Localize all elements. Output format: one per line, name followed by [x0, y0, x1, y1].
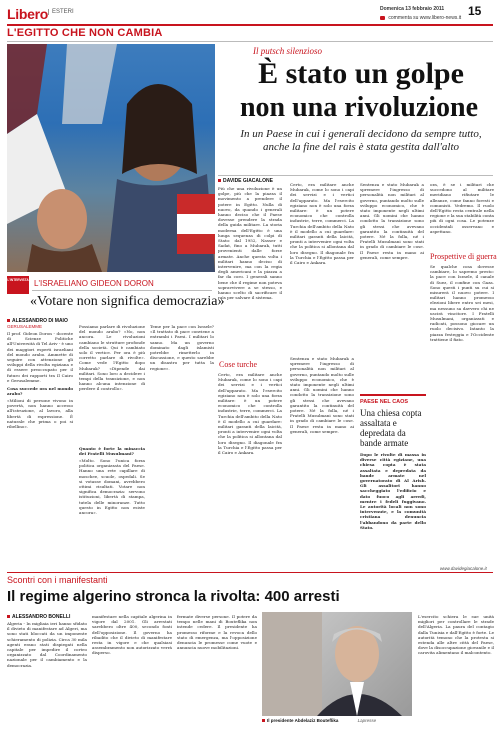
lead-col2: Certo, era militare anche Mubarak, come lo sono i capi dei servizi e i vertici dell'apparato. Ma l'esercito egiziano non è solo una forza militare: è un potere economico che controlla industrie, terre, commerci. La Turchia dell'ambito della Nato è il modello a cui guardare: militari garanti della laicità, pronti a intervenire ogni volta che la politica si allontana dal loro disegno. Il diagonale fra la Turchia e l'Egitto passa per il Cairo e Ankara.	[290, 182, 354, 266]
algeria-col4: L'esercito schiera le sue unità migliori per controllare le strade dell'Algeria. La paura del contagio dalla Tunisia e dall'Egitto è forte. Le autorità temono che la protesta si estenda alle altre città del Paese, dove la disoccupazione giovanile e il carovita alimentano il malcontento.	[418, 614, 494, 656]
portrait-illustration	[262, 612, 412, 716]
lead-col1b: Certo, era militare anche Mubarak, come lo sono i capi dei servizi e i vertici dell'apparato. Ma l'esercito egiziano non è solo una forza militare: è un potere economico che controlla industrie, terre, commerci. La Turchia dell'ambito della Nato è il modello a cui guardare: militari garanti della laicità, pronti a intervenire ogni volta che la politica si allontana dal loro disegno. Il diagonale fra la Turchia e l'Egitto passa per il Cairo e Ankara.	[218, 372, 282, 456]
lead-col2b: Sentenza e stato Mubarak a spremere l'ingresso di personalità non militari al governo, puntando molto sulle sviluppo economico, che è stato imponente negli ultimi anni. Gli uomini che hanno condotto la transizione sono gli stessi che avevano garantito la continuità del potere. Né la folla, né i Fratelli Musulmani sono stati in grado di cambiare le cose. Il Paese resta in mano ai generali, come sempre.	[290, 356, 354, 434]
interview-subject: L'ISRAELIANO GIDEON DORON	[34, 279, 154, 288]
algeria-col3: fermate diverse persone. Il potere da tempo nelle mani di Bouteflika non intende cedere. Il presidente ha promesso riforme e la revoca dello stato di emergenza, ma l'opposizione denuncia le promesse come vuote e annuncia nuove mobilitazioni.	[177, 614, 257, 651]
byline-square-icon	[7, 615, 10, 618]
interview-col3: «Molto. Sono l'unica forza politica organizzata del Paese. Hanno una rete capillare di moschee, scuole, ospedali. Se si votasse domani, avrebbero ottimi risultati. Votare non significa democrazia: servono istituzioni, libertà di stampa, tutela delle minoranze. Tutto questo in Egitto non esiste ancora».	[79, 458, 145, 516]
interview-tag: L'INTERVISTA	[7, 278, 29, 282]
interview-byline: ALESSANDRO DI MAIO	[7, 318, 68, 324]
page-number: 15	[468, 4, 482, 18]
comment-link[interactable]: commenta su www.libero-news.it	[380, 15, 461, 21]
algeria-headline: Il regime algerino stronca la rivolta: 400 arresti	[7, 588, 340, 605]
interview-q2: Quanto è forte la minaccia dei Fratelli Musulmani?	[79, 446, 145, 457]
sidebar-tag: PAESE NEL CAOS	[360, 399, 409, 405]
bouteflika-photo	[262, 612, 412, 716]
section-label: ESTERI	[48, 9, 74, 15]
lead-col3: Sentenza e stato Mubarak a spremere l'ingresso di personalità non militari al governo, puntando molto sulle sviluppo economico, che è stato imponente negli ultimi anni. Gli uomini che hanno condotto la transizione sono gli stessi che avevano garantito la continuità del potere. Né la folla, né i Fratelli Musulmani sono stati in grado di cambiare le cose. Il Paese resta in mano ai generali, come sempre.	[360, 182, 424, 260]
photo-caption: Il presidente Abdelaziz Bouteflika Lapresse	[262, 718, 376, 723]
lead-headline-line1: È stato un golpe	[258, 57, 464, 90]
interview-q1: Cosa succede ora nel mondo arabo?	[7, 386, 73, 397]
masthead-logo: Libero	[7, 6, 48, 22]
interview-a1: «Milioni di persone vivono in povertà, non hanno accesso all'istruzione, al lavoro, alla libertà di espressione. È naturale che prima o poi si ribellino».	[7, 398, 73, 430]
prospects-subhead: Prospettive di guerra	[430, 252, 497, 261]
algeria-col2: manifestare nella capitale algerina in vigore dal 2001. Gli arrestati sarebbero oltre 400, secondo fonti dell'opposizione. Il governo ha ribadito che il divieto di manifestare resta in vigore e che qualsiasi assembramento non autorizzato verrà disperso.	[92, 614, 172, 656]
protest-photo	[7, 44, 215, 272]
algeria-top-rule	[7, 572, 493, 573]
sidebar-headline: Una chiesa copta assaltata e depredata da bande armate	[360, 408, 422, 448]
algeria-col1: Algeria - In migliaia ieri hanno sfidato il divieto di manifestare ad Algeri, ma sono stati bloccati da un imponente schieramento di polizia. Circa 30 mila agenti erano stati dispiegati nella capitale per impedire il corteo organizzato dal Coordinamento nazionale per il cambiamento e la democrazia.	[7, 621, 87, 668]
byline-square-icon	[7, 319, 10, 322]
kicker-rule	[7, 41, 493, 42]
lead-byline: DAVIDE GIACALONE	[218, 178, 273, 184]
lead-deck: In un Paese in cui i generali decidono da sempre tutto, anche la fine del raìs è stata gestita dall'alto	[240, 128, 482, 153]
interview-col4: Teme per la pace con Israele? «Il trattato di pace conviene a entrambi i Paesi. I militari lo sanno. Ma un governo dominato dagli islamisti potrebbe rimetterlo in discussione, e questo sarebbe un disastro per tutta la regione».	[150, 324, 214, 371]
interview-col1: Il prof. Gideon Doron - docente di Scienze Politiche all'Università di Tel Aviv - è uno dei maggiori esperti israeliani del mondo arabo. Ammette di seguire con attenzione gli sviluppi della rivolta egiziana e di essere preoccupato per il futuro dei rapporti tra Il Cairo e Gerusalemme.	[7, 331, 73, 383]
interview-rule	[32, 290, 212, 291]
algeria-byline: ALESSANDRO BONELLI	[7, 614, 70, 620]
lead-byline-rule	[218, 175, 493, 176]
lead-col4b: Se qualche cosa dovesse cambiare, lo sapremo presto: la pace con Israele, il canale di Suez, il confine con Gaza. Sono questi i punti su cui si misurerà il nuovo potere. I militari hanno promesso elezioni libere entro sei mesi, ma nessuno sa davvero chi ne uscirà vincitore. I Fratelli Musulmani, organizzati e radicati, possono giocare un ruolo decisivo. Intanto la piazza festeggia e l'Occidente trattiene il fiato.	[430, 264, 494, 342]
lead-col4: ora, è se i militari che succedono al militare meridiano rifiutare le alleanze, come fanno foresti e comunisti. Vedremo. Il ruolo dell'Egitto resta centrale nella regione e la sua stabilità conta più di ogni cosa. Le potenze occidentali osservano e aspettano.	[430, 182, 494, 234]
speech-bubble-icon	[380, 16, 385, 20]
issue-date: Domenica 13 febbraio 2011	[380, 6, 445, 12]
author-website[interactable]: www.davidegiacalone.it	[440, 566, 487, 571]
caption-square-icon	[262, 719, 265, 722]
lead-col1: Più che una rivoluzione è un golpe, più che la piazza il movimento a prendere il potere in Egitto. Nulla di nuovo, da quando i generali hanno deciso che il Paese dovesse prendere la strada della guida militare. La storia moderna dell'Egitto è una lunga sequenza di colpi di Stato: dal 1952, Nasser e Sadat, fino a Mubarak, tutti provenienti dalle forze armate. Anche questa volta i militari hanno deciso di intervenire, ma con la regia degli americani e la piazza a far da coro. I generali sanno bene che il regime non poteva sopravvivere a se stesso, e hanno scelto di sacrificare il raìs per salvare il sistema.	[218, 186, 282, 301]
cose-turche-subhead: Cose turche	[219, 360, 257, 369]
crowd-scene-illustration	[7, 44, 215, 272]
interview-tag-box	[7, 276, 29, 294]
byline-square-icon	[218, 179, 221, 182]
sidebar-text: Dopo le rivolte di massa in diverse città egiziane, una chiesa copta è stata assaltata e depredata da bande armate nel governatorato di Al Arish. Gli assalitori hanno saccheggiato l'edificio e dato fuoco agli arredi, mentre i fedeli fuggivano. Le autorità locali non sono intervenute, e la comunità cristiana denuncia l'abbandono da parte dello Stato.	[360, 452, 426, 530]
lead-overline: Il putsch silenzioso	[253, 46, 322, 56]
lead-headline-line2: non una rivoluzione	[239, 92, 479, 123]
header-rule	[7, 24, 493, 26]
interview-col2: Possiamo parlare di rivoluzione del mondo arabo? «No, non ancora. Le rivoluzioni cambiano le strutture profonde della società. Qui è cambiato solo il vertice. Per ora è più corretto parlare di rivolte». Come vede l'Egitto dopo Mubarak? «Dipende dai militari. Sono loro a decidere i tempi della transizione, e non hanno alcuna intenzione di perdere il controllo».	[79, 324, 145, 392]
section-kicker: L'EGITTO CHE NON CAMBIA	[7, 27, 163, 39]
interview-location: GERUSALEMME	[7, 324, 43, 329]
algeria-kicker: Scontri con i manifestanti	[7, 575, 108, 585]
sidebar-box	[360, 394, 426, 568]
interview-headline: «Votare non significa democrazia»	[30, 294, 225, 309]
